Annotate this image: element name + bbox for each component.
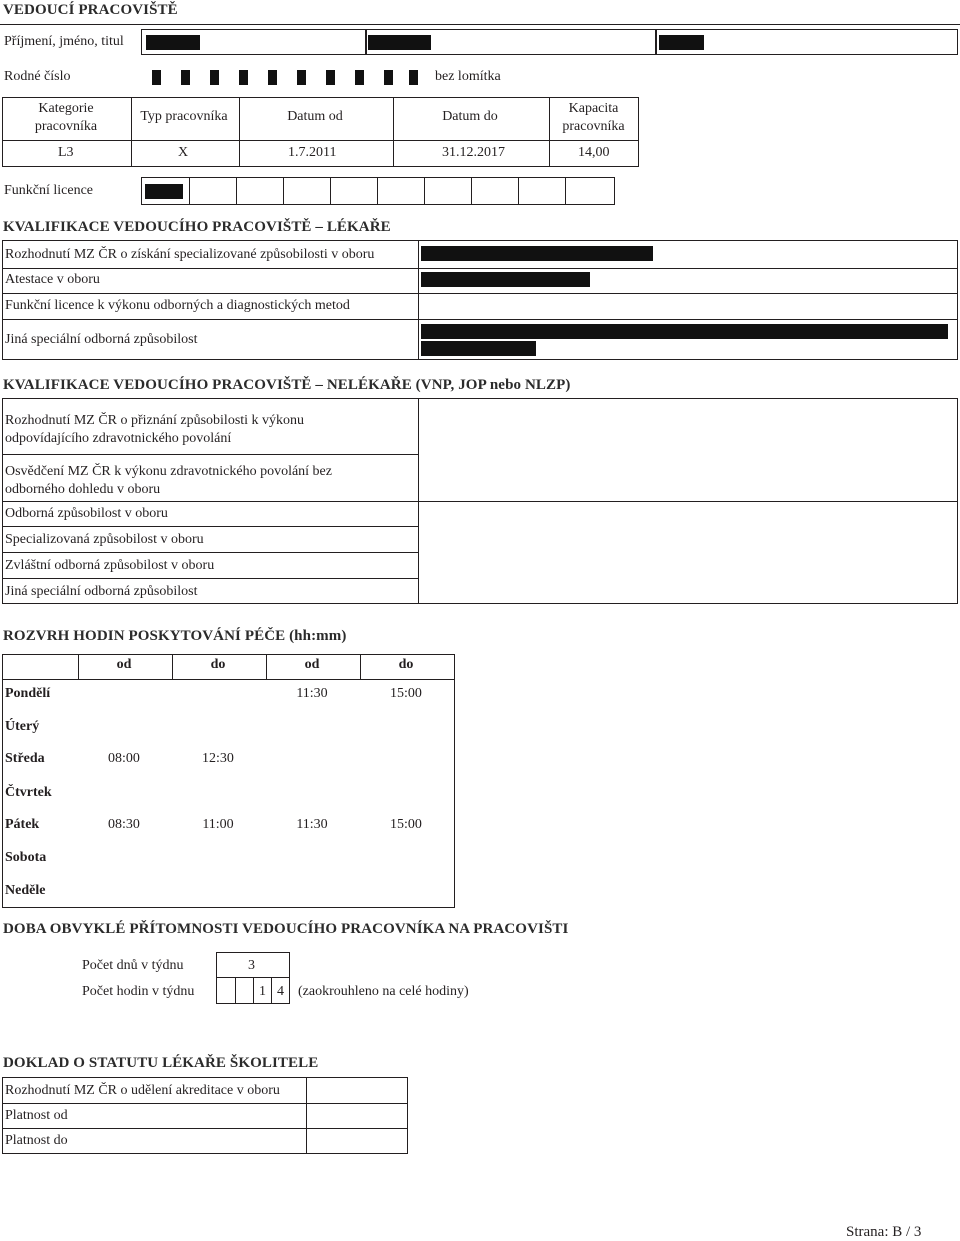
time-cell: 11:30 xyxy=(296,817,328,832)
table-divider xyxy=(3,1103,407,1104)
header-category: Kategorie pracovníka xyxy=(34,101,98,134)
presence-days-value: 3 xyxy=(248,958,255,973)
name-field-3[interactable] xyxy=(655,29,958,55)
table-divider xyxy=(3,268,957,269)
trainer-row-valid-from: Platnost od xyxy=(5,1108,68,1123)
page-number: Strana: B / 3 xyxy=(846,1224,922,1240)
time-cell: 08:00 xyxy=(108,751,140,766)
name-field-2[interactable] xyxy=(365,29,657,55)
table-divider xyxy=(3,319,957,320)
hours-digit: 1 xyxy=(259,984,266,999)
field-divider xyxy=(283,178,284,204)
redaction-block xyxy=(145,184,183,199)
day-thursday: Čtvrtek xyxy=(5,785,52,800)
schedule-header-to2: do xyxy=(398,657,414,672)
redaction-block xyxy=(659,35,704,50)
field-divider xyxy=(424,178,425,204)
nondoctor-row-specialized: Specializovaná způsobilost v oboru xyxy=(5,532,204,547)
nondoctor-row-professional: Odborná způsobilost v oboru xyxy=(5,506,168,521)
time-cell: 11:00 xyxy=(202,817,234,832)
schedule-header-from2: od xyxy=(304,657,320,672)
section-title-presence: DOBA OBVYKLÉ PŘÍTOMNOSTI VEDOUCÍHO PRACOVNÍKA NA PRACOVIŠTI xyxy=(3,921,569,937)
redaction-block xyxy=(326,70,335,85)
field-divider xyxy=(189,178,190,204)
header-date-to: Datum do xyxy=(442,109,498,124)
name-label: Příjmení, jméno, titul xyxy=(4,34,124,49)
nondoctor-row-certificate xyxy=(5,463,332,499)
redaction-block xyxy=(181,70,190,85)
birth-number-label: Rodné číslo xyxy=(4,69,71,84)
redaction-block xyxy=(210,70,219,85)
field-divider xyxy=(518,178,519,204)
field-divider xyxy=(236,178,237,204)
cell-capacity: 14,00 xyxy=(578,145,610,160)
redaction-block xyxy=(421,324,948,339)
time-cell: 15:00 xyxy=(390,817,422,832)
redaction-block xyxy=(152,70,161,85)
field-divider xyxy=(471,178,472,204)
table-divider xyxy=(3,501,957,502)
redaction-block xyxy=(355,70,364,85)
nondoctor-row-special: Zvláštní odborná způsobilost v oboru xyxy=(5,558,215,573)
presence-hours-label: Počet hodin v týdnu xyxy=(82,984,195,999)
redaction-block xyxy=(268,70,277,85)
redaction-block xyxy=(146,35,200,50)
section-title-doctor: KVALIFIKACE VEDOUCÍHO PRACOVIŠTĚ – LÉKAŘE xyxy=(3,219,391,235)
name-field-1[interactable] xyxy=(141,29,367,55)
table-divider xyxy=(306,1078,307,1153)
birth-number-field[interactable] xyxy=(141,63,431,91)
header-capacity: Kapacita pracovníka xyxy=(562,101,625,134)
doctor-row-other: Jiná speciální odborná způsobilost xyxy=(5,332,198,347)
day-sunday: Neděle xyxy=(5,883,46,898)
field-divider xyxy=(377,178,378,204)
hours-digit: 4 xyxy=(277,984,284,999)
doctor-row-attestation: Atestace v oboru xyxy=(5,272,100,287)
section-title-manager: VEDOUCÍ PRACOVIŠTĚ xyxy=(3,2,178,18)
nondoctor-row-decision xyxy=(5,412,304,448)
cell-category: L3 xyxy=(58,145,74,160)
redaction-block xyxy=(297,70,306,85)
table-divider xyxy=(3,454,419,455)
section-title-nondoctor: KVALIFIKACE VEDOUCÍHO PRACOVIŠTĚ – NELÉKAŘE (VNP, JOP nebo NLZP) xyxy=(3,377,571,393)
cell-type: X xyxy=(178,145,189,160)
cell-date-to: 31.12.2017 xyxy=(442,145,505,160)
nondoctor-row-certificate-line1: Osvědčení MZ ČR k výkonu zdravotnického povolání bez xyxy=(5,464,332,479)
redaction-block xyxy=(409,70,418,85)
presence-hours-note: (zaokrouhleno na celé hodiny) xyxy=(298,984,469,999)
trainer-row-valid-to: Platnost do xyxy=(5,1133,68,1148)
redaction-block xyxy=(384,70,393,85)
redaction-block xyxy=(239,70,248,85)
redaction-block xyxy=(368,35,431,50)
day-wednesday: Středa xyxy=(5,751,45,766)
schedule-header-to1: do xyxy=(210,657,226,672)
license-code-field[interactable] xyxy=(141,177,615,205)
schedule-header-from1: od xyxy=(116,657,132,672)
table-divider xyxy=(418,241,419,359)
table-divider xyxy=(3,293,957,294)
field-divider xyxy=(330,178,331,204)
time-cell: 11:30 xyxy=(296,686,328,701)
day-monday: Pondělí xyxy=(5,686,51,701)
cell-date-from: 1.7.2011 xyxy=(288,145,337,160)
doctor-row-decision: Rozhodnutí MZ ČR o získání specializované způsobilosti v oboru xyxy=(5,247,375,262)
section-title-trainer: DOKLAD O STATUTU LÉKAŘE ŠKOLITELE xyxy=(3,1055,319,1071)
doctor-row-license: Funkční licence k výkonu odborných a diagnostických metod xyxy=(5,298,350,313)
redaction-block xyxy=(421,272,590,287)
trainer-row-accreditation: Rozhodnutí MZ ČR o udělení akreditace v oboru xyxy=(5,1083,280,1098)
table-divider xyxy=(3,526,419,527)
day-saturday: Sobota xyxy=(5,850,47,865)
nondoctor-row-decision-line1: Rozhodnutí MZ ČR o přiznání způsobilosti k výkonu xyxy=(5,413,305,428)
field-divider xyxy=(271,978,272,1003)
table-divider xyxy=(3,578,419,579)
birth-number-note: bez lomítka xyxy=(435,69,501,84)
presence-days-label: Počet dnů v týdnu xyxy=(82,958,184,973)
day-friday: Pátek xyxy=(5,817,40,832)
nondoctor-row-certificate-line2: odborného dohledu v oboru xyxy=(5,482,161,497)
table-divider xyxy=(3,552,419,553)
time-cell: 08:30 xyxy=(108,817,140,832)
header-date-from: Datum od xyxy=(287,109,343,124)
title-rule xyxy=(0,24,960,25)
table-divider xyxy=(3,1128,407,1129)
redaction-block xyxy=(421,341,536,356)
nondoctor-row-decision-line2: odpovídajícího zdravotnického povolání xyxy=(5,431,232,446)
field-divider xyxy=(235,978,236,1003)
field-divider xyxy=(565,178,566,204)
field-divider xyxy=(253,978,254,1003)
time-cell: 12:30 xyxy=(202,751,234,766)
table-divider xyxy=(3,679,454,680)
section-title-schedule: ROZVRH HODIN POSKYTOVÁNÍ PÉČE (hh:mm) xyxy=(3,628,347,644)
license-label: Funkční licence xyxy=(4,183,94,198)
redaction-block xyxy=(421,246,653,261)
time-cell: 15:00 xyxy=(390,686,422,701)
day-tuesday: Úterý xyxy=(5,719,40,734)
table-divider xyxy=(3,140,638,141)
nondoctor-row-other: Jiná speciální odborná způsobilost xyxy=(5,584,198,599)
header-type: Typ pracovníka xyxy=(140,109,228,124)
